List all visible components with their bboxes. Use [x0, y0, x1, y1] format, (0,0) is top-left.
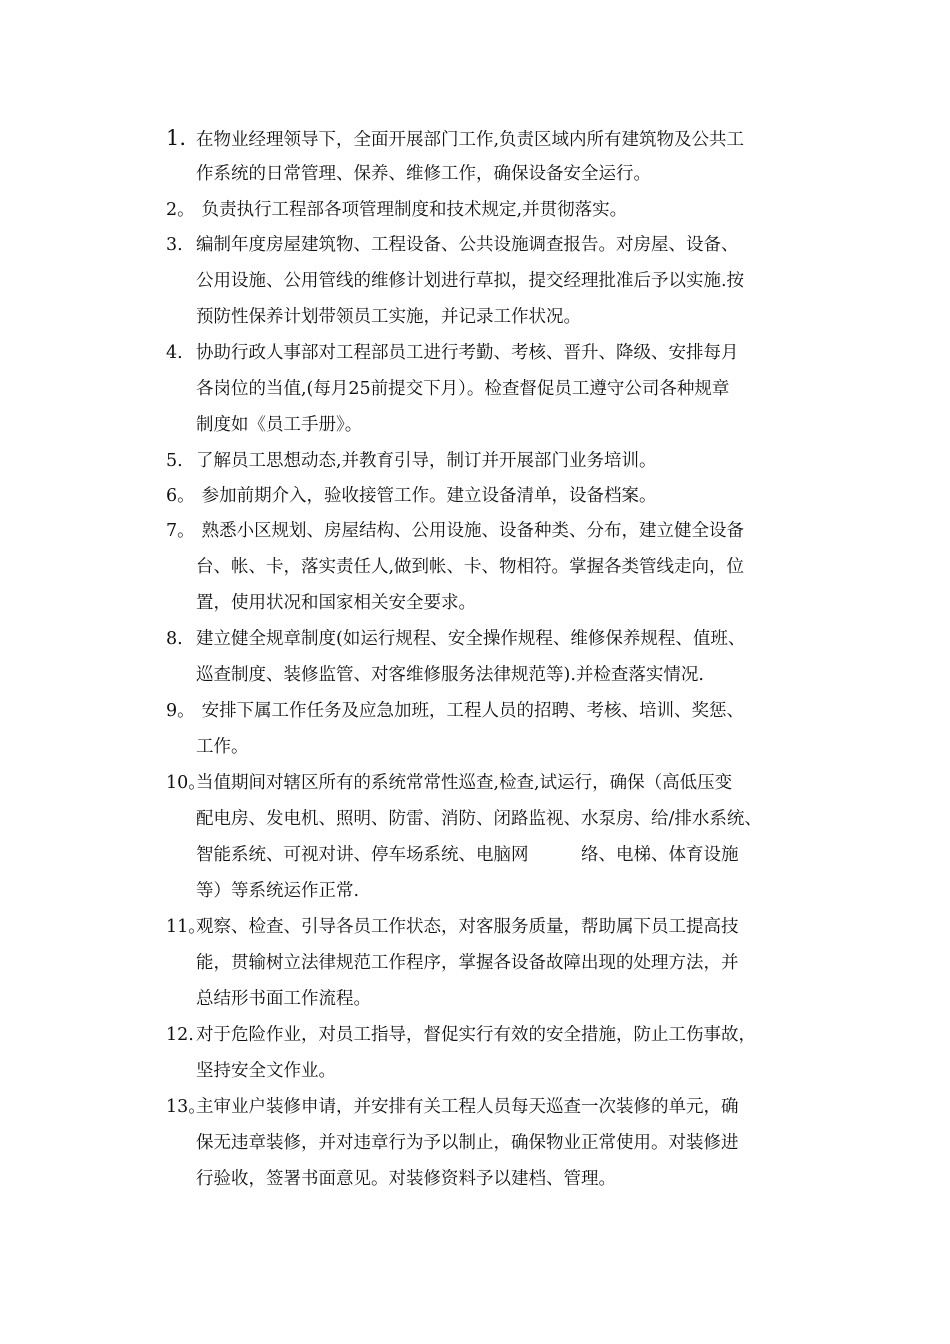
- list-item-10: [166, 765, 816, 909]
- item-text: 参加前期介入，验收接管工作。建立设备清单，设备档案。: [196, 486, 657, 506]
- item-line: 配电房、发电机、照明、防雷、消防、闭路监视、水泵房、给/排水系统、: [196, 809, 762, 829]
- item-text: 编制年度房屋建筑物、工程设备、公共设施调查报告。对房屋、设备、: [196, 235, 739, 255]
- item-text: 协助行政人事部对工程部员工进行考勤、考核、晋升、降级、安排每月: [196, 343, 739, 363]
- item-line: 公用设施、公用管线的维修计划进行草拟，提交经理批准后予以实施.按: [196, 271, 745, 291]
- list-item-8: [166, 621, 816, 693]
- list-item-11: [166, 909, 816, 1017]
- item-line: [166, 765, 816, 801]
- item-text: 对于危险作业，对员工指导，督促实行有效的安全措施，防止工伤事故，: [196, 1025, 756, 1045]
- item-text: 负责执行工程部各项管理制度和技术规定,并贯彻落实。: [196, 200, 628, 220]
- item-text: 主审业户装修申请，并安排有关工程人员每天巡查一次装修的单元，确: [196, 1097, 739, 1117]
- item-line: 台、帐、卡，落实责任人,做到帐、卡、物相符。掌握各类管线走向，位: [196, 557, 745, 577]
- item-line: [166, 1017, 816, 1053]
- item-number: 13。: [166, 1097, 206, 1117]
- item-line: [166, 1089, 816, 1125]
- item-line: 作系统的日常管理、保养、维修工作，确保设备安全运行。: [196, 164, 651, 184]
- item-line: [166, 693, 816, 729]
- item-text: 建立健全规章制度(如运行规程、安全操作规程、维修保养规程、值班、: [196, 629, 746, 649]
- item-line: 制度如《员工手册》。: [196, 415, 363, 435]
- item-number: 3.: [166, 235, 183, 255]
- item-line: 行验收，签署书面意见。对装修资料予以建档、管理。: [196, 1169, 616, 1189]
- item-number: 6。: [166, 486, 195, 506]
- item-line: 等）等系统运作正常.: [196, 881, 360, 901]
- item-line: 总结形书面工作流程。: [196, 989, 371, 1009]
- item-number: 1.: [166, 126, 187, 150]
- item-line: [166, 227, 816, 263]
- list-item-7: [166, 513, 816, 621]
- item-text: 观察、检查、引导各员工作状态，对客服务质量，帮助属下员工提高技: [196, 917, 739, 937]
- item-line: 保无违章装修，并对违章行为予以制止，确保物业正常使用。对装修进: [196, 1133, 739, 1153]
- list-item-9: [166, 693, 816, 765]
- item-line: [166, 335, 816, 371]
- item-line: [166, 621, 816, 657]
- list-item-4: [166, 335, 816, 443]
- item-line: 预防性保养计划带领员工实施，并记录工作状况。: [196, 307, 581, 327]
- item-text: 在物业经理领导下，全面开展部门工作,负责区域内所有建筑物及公共工: [196, 130, 745, 150]
- item-number: 5.: [166, 451, 183, 471]
- item-number: 8.: [166, 629, 183, 649]
- item-line: [166, 192, 816, 228]
- item-text: 熟悉小区规划、房屋结构、公用设施、设备种类、分布，建立健全设备: [196, 521, 745, 541]
- item-text: 当值期间对辖区所有的系统常常性巡查,检查,试运行，确保（高低压变: [196, 773, 733, 793]
- item-number: 2。: [166, 200, 195, 220]
- list-item-12: [166, 1017, 816, 1089]
- item-line: 各岗位的当值,(每月25前提交下月）。检查督促员工遵守公司各种规章: [196, 379, 730, 399]
- item-text: 智能系统、可视对讲、停车场系统、电脑网 络、电梯、体育设施: [196, 845, 739, 865]
- item-line: 坚持安全文作业。: [196, 1061, 336, 1081]
- item-number: 12.: [166, 1025, 194, 1045]
- item-line: 置，使用状况和国家相关安全要求。: [196, 593, 476, 613]
- item-line: [166, 443, 816, 479]
- item-number: 10。: [166, 773, 206, 793]
- item-line: [166, 909, 816, 945]
- item-number: 7。: [166, 521, 195, 541]
- item-line: [166, 120, 816, 156]
- item-number: 11。: [166, 917, 206, 937]
- item-line: 工作。: [196, 737, 249, 757]
- item-number: 4.: [166, 343, 183, 363]
- list-item-2: [166, 192, 816, 228]
- item-line: [166, 513, 816, 549]
- item-number: 9。: [166, 701, 195, 721]
- item-text: 了解员工思想动态,并教育引导，制订并开展部门业务培训。: [196, 451, 657, 471]
- list-item-1: [166, 120, 816, 192]
- item-line: [166, 837, 816, 873]
- item-line: 巡查制度、装修监管、对客维修服务法律规范等).并检查落实情况.: [196, 665, 704, 685]
- list-item-13: [166, 1089, 816, 1197]
- list-item-3: [166, 227, 816, 335]
- item-line: 能，贯输树立法律规范工作程序，掌握各设备故障出现的处理方法，并: [196, 953, 739, 973]
- list-item-6: [166, 478, 816, 514]
- item-line: [166, 478, 816, 514]
- item-text: 安排下属工作任务及应急加班，工程人员的招聘、考核、培训、奖惩、: [196, 701, 745, 721]
- list-item-5: [166, 443, 816, 479]
